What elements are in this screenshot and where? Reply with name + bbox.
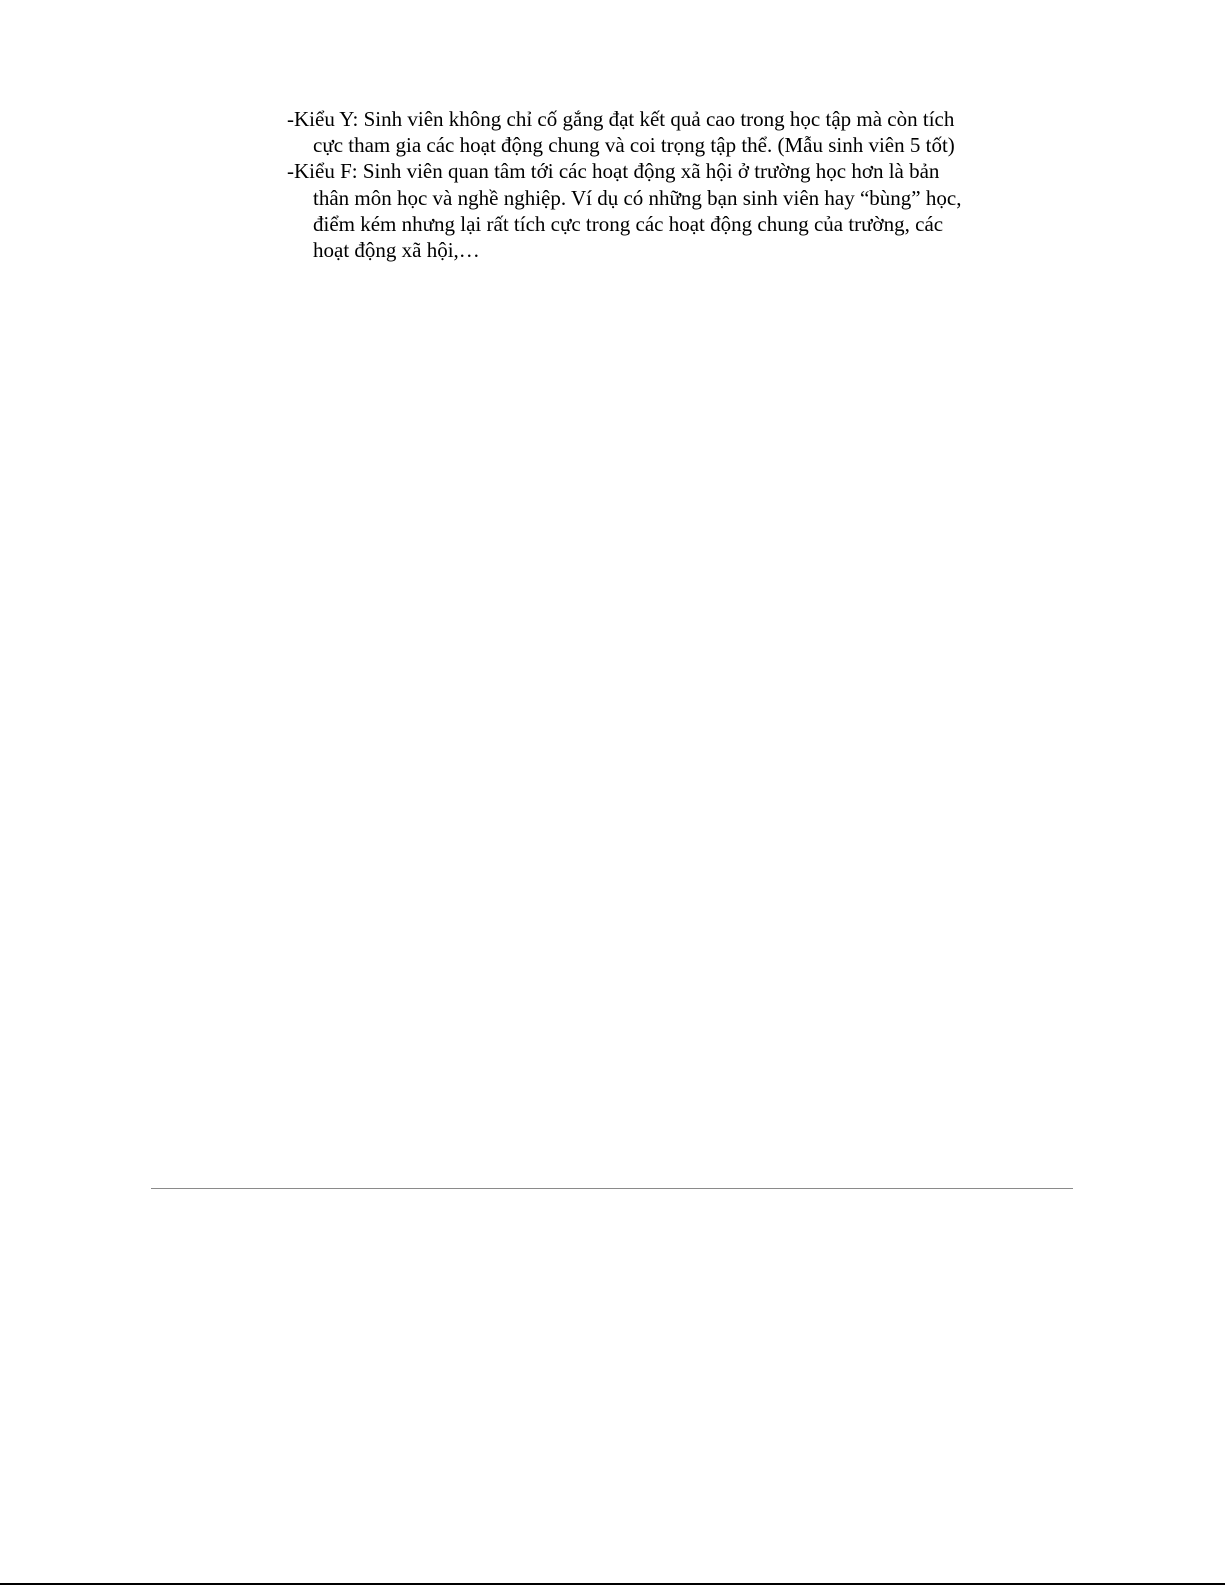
footer-divider <box>151 1188 1073 1189</box>
paragraph-kieu-y: -Kiểu Y: Sinh viên không chỉ cố gắng đạt kết quả cao trong học tập mà còn tích cực tham gia các hoạt động chung và coi trọng tập thể. (Mẫu sinh viên 5 tốt) <box>287 107 955 158</box>
paragraph-kieu-f: -Kiểu F: Sinh viên quan tâm tới các hoạt động xã hội ở trường học hơn là bản thân môn học và nghề nghiệp. Ví dụ có những bạn sinh viên hay “bùng” học, điểm kém nhưng lại rất tích cực trong các hoạt động chung của trường, các hoạt động xã hội,… <box>287 159 962 263</box>
body-text <box>287 106 967 263</box>
